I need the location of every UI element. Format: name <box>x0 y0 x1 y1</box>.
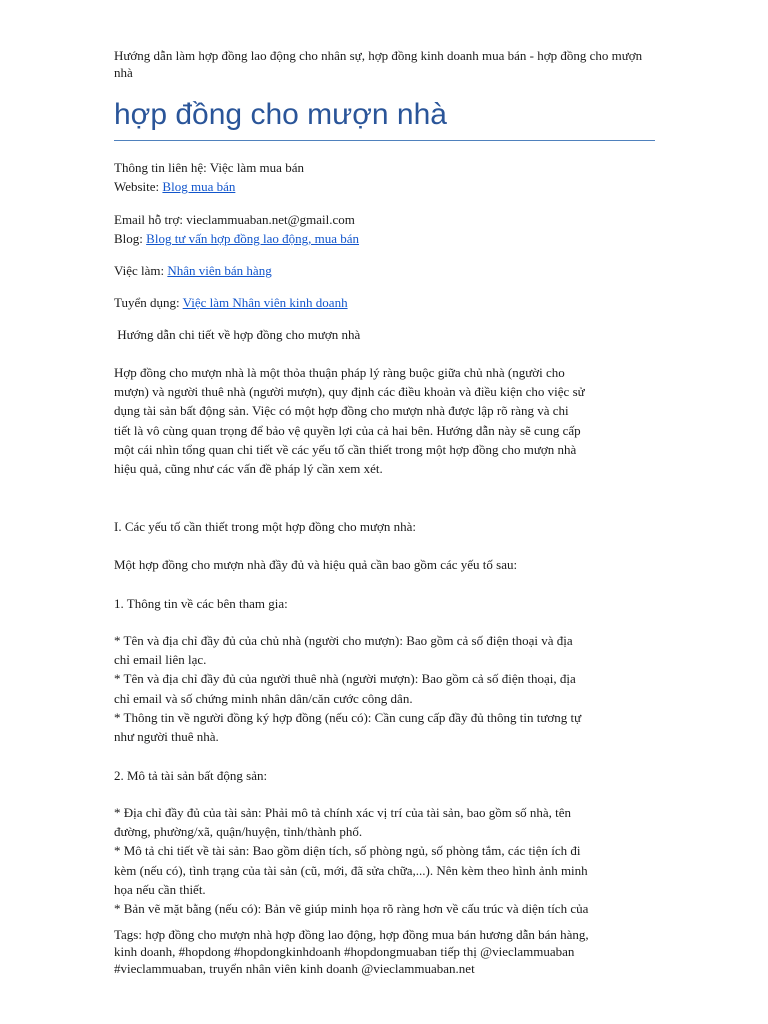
website-line <box>114 177 659 196</box>
list-line: * Tên và địa chỉ đầy đủ của chủ nhà (người cho mượn): Bao gồm cả số điện thoại và địa <box>114 633 573 648</box>
subsection-1-list <box>114 631 659 746</box>
email-blog-block <box>114 210 659 248</box>
list-line: * Tên và địa chỉ đầy đủ của người thuê nhà (người mượn): Bao gồm cả số điện thoại, địa <box>114 671 576 687</box>
hiring-label: Tuyển dụng: <box>114 295 183 310</box>
blog-line <box>114 229 659 248</box>
blog-label: Blog: <box>114 231 147 247</box>
paragraph-line: tiết là vô cùng quan trọng để bảo vệ quyền lợi của cả hai bên. Hướng dẫn này sẽ cung cấp <box>114 422 581 438</box>
tags-footer <box>114 926 659 977</box>
list-line: chỉ email liên lạc. <box>114 652 207 668</box>
document-header: Hướng dẫn làm hợp đồng lao động cho nhân sự, hợp đồng kinh doanh mua bán - hợp đồng cho mượn nhà <box>114 48 643 80</box>
email-line: Email hỗ trợ: vieclammuaban.net@gmail.com <box>114 212 355 227</box>
hiring-link[interactable]: Việc làm Nhân viên kinh doanh <box>182 295 348 310</box>
tags-line: kinh doanh, #hopdong #hopdongkinhdoanh #hopdongmuaban tiếp thị @vieclammuaban <box>114 944 575 959</box>
section-1-heading: I. Các yếu tố cần thiết trong một hợp đồng cho mượn nhà: <box>114 519 417 534</box>
contact-info-line: Thông tin liên hệ: Việc làm mua bán <box>114 160 304 175</box>
page-title: hợp đồng cho mượn nhà <box>114 98 447 131</box>
guide-heading: Hướng dẫn chi tiết về hợp đồng cho mượn nhà <box>114 327 361 342</box>
subsection-1-heading: 1. Thông tin về các bên tham gia: <box>114 596 288 611</box>
job-label: Việc làm: <box>114 263 168 278</box>
list-line: * Bản vẽ mặt bằng (nếu có): Bản vẽ giúp minh họa rõ ràng hơn về cấu trúc và diện tích của <box>114 901 589 917</box>
paragraph-line: một cái nhìn tổng quan chi tiết về các yếu tố cần thiết trong một hợp đồng cho mượn nhà <box>114 441 577 457</box>
list-line: chỉ email và số chứng minh nhân dân/căn cước công dân. <box>114 690 413 706</box>
website-label: Website: <box>114 179 163 195</box>
list-line: * Địa chỉ đầy đủ của tài sản: Phải mô tả chính xác vị trí của tài sản, bao gồm số nhà, tên <box>114 805 572 820</box>
paragraph-line: hiệu quả, cũng như các vấn đề pháp lý cần xem xét. <box>114 461 383 477</box>
website-link[interactable]: Blog mua bán <box>162 179 236 195</box>
subsection-2-heading: 2. Mô tả tài sản bất động sản: <box>114 768 268 783</box>
list-line: kèm (nếu có), tình trạng của tài sản (cũ, mới, đã sửa chữa,...). Nên kèm theo hình ảnh minh <box>114 862 588 878</box>
blog-link[interactable]: Blog tư vấn hợp đồng lao động, mua bán <box>146 231 360 247</box>
list-line: đường, phường/xã, quận/huyện, tỉnh/thành phố. <box>114 824 363 840</box>
contact-block <box>114 158 659 196</box>
list-line: như người thuê nhà. <box>114 729 219 745</box>
tags-line: #vieclammuaban, truyển nhân viên kinh doanh @vieclammuaban.net <box>114 961 475 976</box>
list-line: * Thông tin về người đồng ký hợp đồng (nếu có): Cần cung cấp đầy đủ thông tin tương tự <box>114 709 582 725</box>
job-link[interactable]: Nhân viên bán hàng <box>167 263 272 278</box>
paragraph-line: Hợp đồng cho mượn nhà là một thỏa thuận pháp lý ràng buộc giữa chủ nhà (người cho <box>114 365 565 380</box>
section-1-intro: Một hợp đồng cho mượn nhà đầy đủ và hiệu quả cần bao gồm các yếu tố sau: <box>114 557 518 572</box>
paragraph-line: dụng tài sản bất động sản. Việc có một hợp đồng cho mượn nhà được lập rõ ràng và chi <box>114 403 569 419</box>
subsection-2-list <box>114 803 659 918</box>
paragraph-line: mượn) và người thuê nhà (người mượn), quy định các điều khoản và điều kiện cho việc sử <box>114 384 585 400</box>
hiring-line <box>114 293 659 312</box>
job-line <box>114 261 659 280</box>
list-line: * Mô tả chi tiết về tài sản: Bao gồm diện tích, số phòng ngủ, số phòng tắm, các tiện ích đi <box>114 843 581 859</box>
title-underline-divider <box>114 140 655 141</box>
list-line: họa nếu cần thiết. <box>114 881 206 897</box>
intro-paragraph <box>114 363 659 478</box>
tags-line: Tags: hợp đồng cho mượn nhà hợp đồng lao động, hợp đồng mua bán hương dẫn bán hàng, <box>114 927 589 942</box>
